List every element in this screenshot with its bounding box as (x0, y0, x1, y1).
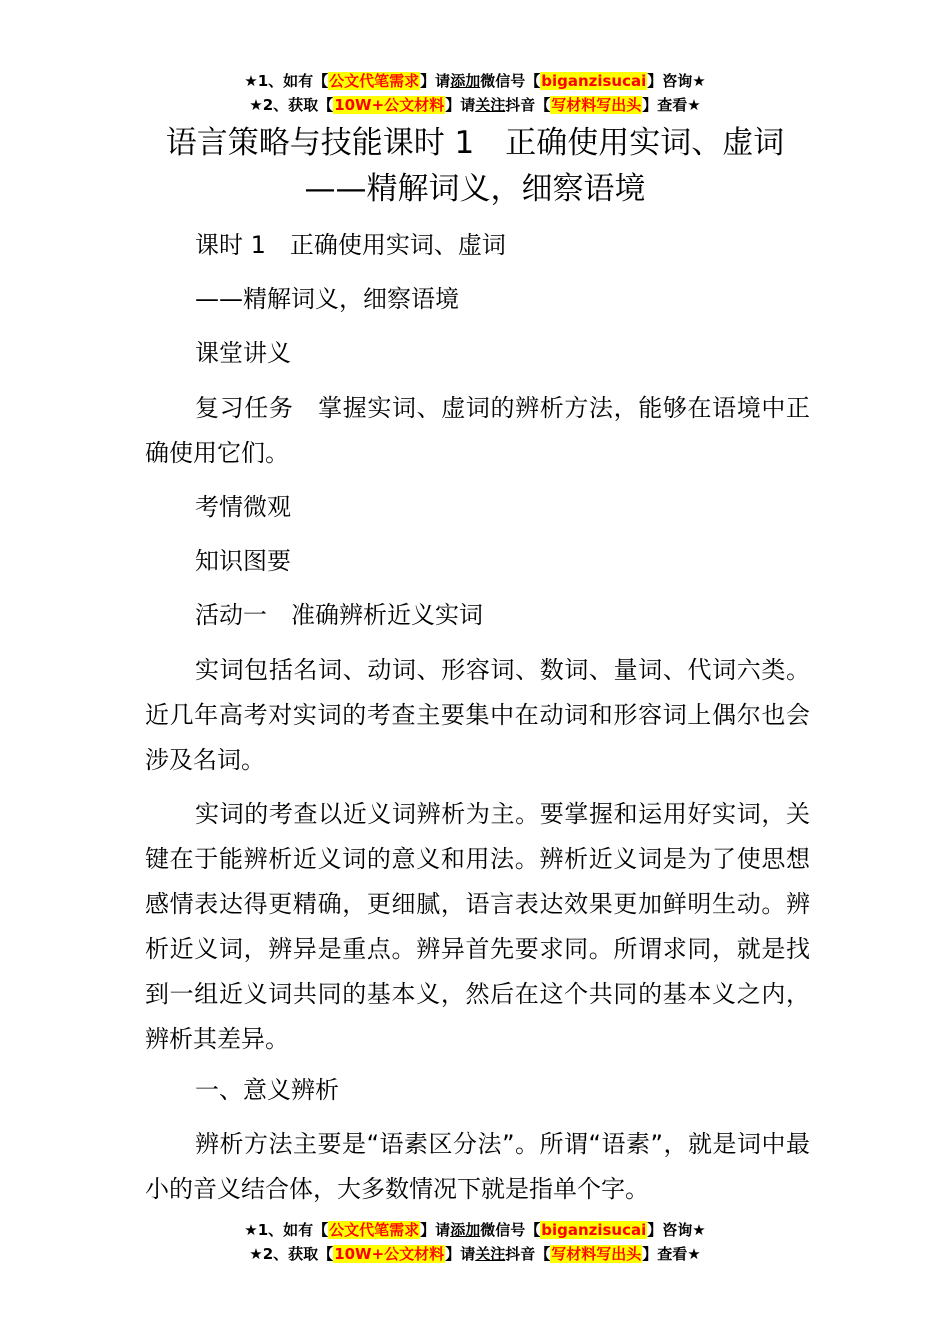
activity-heading: 活动一 准确辨析近义实词 (195, 601, 483, 629)
banner-highlight: 公文代笔需求 (329, 72, 420, 90)
footer-line-2 (0, 1243, 950, 1267)
document-title (0, 120, 950, 212)
banner-underlined: 关注 (475, 1245, 506, 1263)
section-heading-meaning: 一、意义辨析 (195, 1076, 339, 1104)
banner-underlined: 添加 (450, 1221, 481, 1239)
section-heading-knowledge: 知识图要 (195, 547, 291, 575)
banner-text: 】请 (445, 96, 476, 114)
banner-highlight: biganzisucai (541, 72, 647, 90)
banner-text: 抖音【 (505, 96, 551, 114)
paragraph-morpheme-method: 辨析方法主要是“语素区分法”。所谓“语素”，就是词中最小的音义结合体，大多数情况下就是指单个字。 (145, 1130, 810, 1203)
lesson-subheading: ——精解词义，细察语境 (195, 285, 459, 313)
banner-text: 】查看★ (642, 1245, 701, 1263)
section-heading-exam: 考情微观 (195, 493, 291, 521)
banner-underlined: 添加 (450, 72, 481, 90)
header-banner (0, 70, 950, 118)
paragraph-synonym-analysis: 实词的考查以近义词辨析为主。要掌握和运用好实词，关键在于能辨析近义词的意义和用法。辨析近义词是为了使思想感情表达得更精确，更细腻，语言表达效果更加鲜明生动。辨析近义词，辨异是重点。辨异首先要求同。所谓求同，就是找到一组近义词共同的基本义，然后在这个共同的基本义之内，辨析其差异。 (145, 800, 810, 1053)
banner-text: 】咨询★ (647, 72, 706, 90)
banner-text: ★1、如有【 (244, 72, 329, 90)
banner-text: 】请 (420, 72, 451, 90)
banner-highlight: biganzisucai (541, 1221, 647, 1239)
banner-text: 】请 (445, 1245, 476, 1263)
footer-banner (0, 1219, 950, 1267)
banner-text: 微信号【 (480, 72, 541, 90)
title-line-2: ——精解词义，细察语境 (304, 171, 646, 207)
banner-highlight: 公文代笔需求 (329, 1221, 420, 1239)
banner-underlined: 关注 (475, 96, 506, 114)
banner-highlight: 10W+公文材料 (334, 1245, 445, 1263)
section-heading-lecture: 课堂讲义 (195, 339, 291, 367)
banner-text: ★2、获取【 (249, 96, 334, 114)
banner-highlight: 写材料写出头 (551, 1245, 642, 1263)
banner-text: 微信号【 (480, 1221, 541, 1239)
banner-text: 抖音【 (505, 1245, 551, 1263)
banner-line-1 (0, 70, 950, 94)
banner-highlight: 写材料写出头 (551, 96, 642, 114)
banner-text: 】请 (420, 1221, 451, 1239)
banner-text: ★2、获取【 (249, 1245, 334, 1263)
banner-highlight: 10W+公文材料 (334, 96, 445, 114)
review-task-paragraph: 复习任务 掌握实词、虚词的辨析方法，能够在语境中正确使用它们。 (145, 394, 810, 467)
banner-text: 】查看★ (642, 96, 701, 114)
banner-text: 】咨询★ (647, 1221, 706, 1239)
title-line-1: 语言策略与技能课时 1 正确使用实词、虚词 (165, 125, 785, 161)
banner-text: ★1、如有【 (244, 1221, 329, 1239)
lesson-heading: 课时 1 正确使用实词、虚词 (195, 231, 506, 259)
footer-line-1 (0, 1219, 950, 1243)
banner-line-2 (0, 94, 950, 118)
paragraph-notional-words: 实词包括名词、动词、形容词、数词、量词、代词六类。近几年高考对实词的考查主要集中在动词和形容词上偶尔也会涉及名词。 (145, 656, 810, 774)
